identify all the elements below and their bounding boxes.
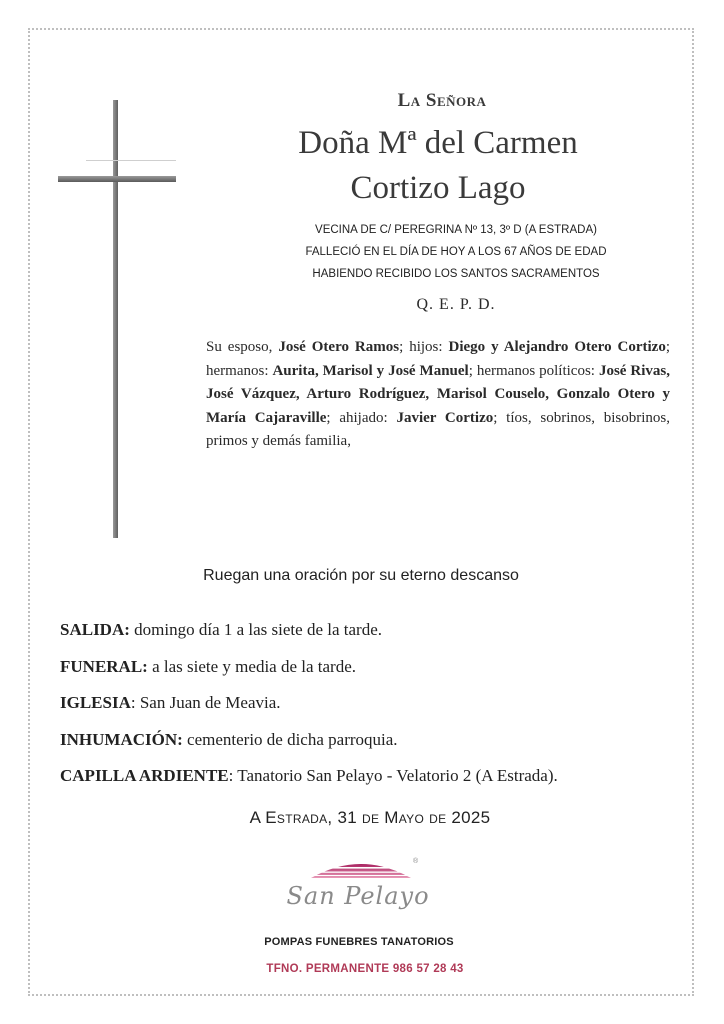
relatives-text: ; hermanos: [206, 339, 670, 379]
detail-capilla [60, 766, 558, 786]
cross-icon [113, 100, 118, 538]
deceased-name-line2: Cortizo Lago [350, 170, 526, 206]
detail-label: FUNERAL: [60, 657, 148, 676]
detail-label: SALIDA: [60, 620, 130, 639]
relatives-name: Aurita, Marisol y José Manuel [272, 362, 469, 379]
detail-value: : San Juan de Meavia. [130, 693, 281, 712]
residence-info: VECINA DE C/ PEREGRINA Nº 13, 3º D (A ESTRADA) [315, 224, 597, 236]
detail-iglesia [60, 693, 281, 713]
detail-funeral [60, 657, 356, 677]
prayer-request: Ruegan una oración por su eterno descanso [203, 567, 519, 584]
relatives-name: José Rivas, José Vázquez, Arturo Rodríguez, Marisol Couselo, Gonzalo Otero y María Cajaraville [206, 362, 670, 426]
detail-value: a las siete y media de la tarde. [147, 657, 357, 676]
detail-value: : Tanatorio San Pelayo - Velatorio 2 (A Estrada). [228, 766, 558, 785]
sacraments-info: HABIENDO RECIBIDO LOS SANTOS SACRAMENTOS [312, 268, 600, 280]
registered-mark: ® [413, 858, 419, 865]
detail-value: domingo día 1 a las siete de la tarde. [129, 620, 382, 639]
relatives-name: José Otero Ramos [278, 339, 400, 355]
relatives-name: Javier Cortizo [396, 409, 494, 426]
detail-value: cementerio de dicha parroquia. [182, 730, 398, 749]
death-info: FALLECIÓ EN EL DÍA DE HOY A LOS 67 AÑOS DE EDAD [305, 246, 607, 258]
relatives-text: ; hermanos políticos: [468, 362, 599, 379]
deceased-name-line1: Doña Mª del Carmen [298, 125, 578, 161]
detail-label: IGLESIA [60, 693, 131, 712]
salutation: La Señora [397, 90, 487, 111]
detail-salida [60, 620, 382, 640]
company-logo: San Pelayo [286, 882, 430, 910]
qepd: Q. E. P. D. [416, 296, 496, 313]
relatives-paragraph [206, 336, 670, 454]
place-date: A Estrada, 31 de Mayo de 2025 [249, 808, 491, 827]
detail-label: INHUMACIÓN: [60, 730, 183, 749]
relatives-text: Su esposo, [206, 339, 279, 355]
relatives-text: ; tíos, sobrinos, bisobrinos, primos y demás familia, [206, 409, 670, 449]
detail-label: CAPILLA ARDIENTE [60, 766, 229, 785]
relatives-name: Diego y Alejandro Otero Cortizo [448, 339, 666, 355]
detail-inhumacion [60, 730, 398, 750]
relatives-text: ; ahijado: [326, 409, 397, 426]
relatives-text: ; hijos: [399, 339, 449, 355]
company-tagline: POMPAS FUNEBRES TANATORIOS [264, 936, 454, 948]
company-phone: TFNO. PERMANENTE 986 57 28 43 [266, 963, 464, 975]
